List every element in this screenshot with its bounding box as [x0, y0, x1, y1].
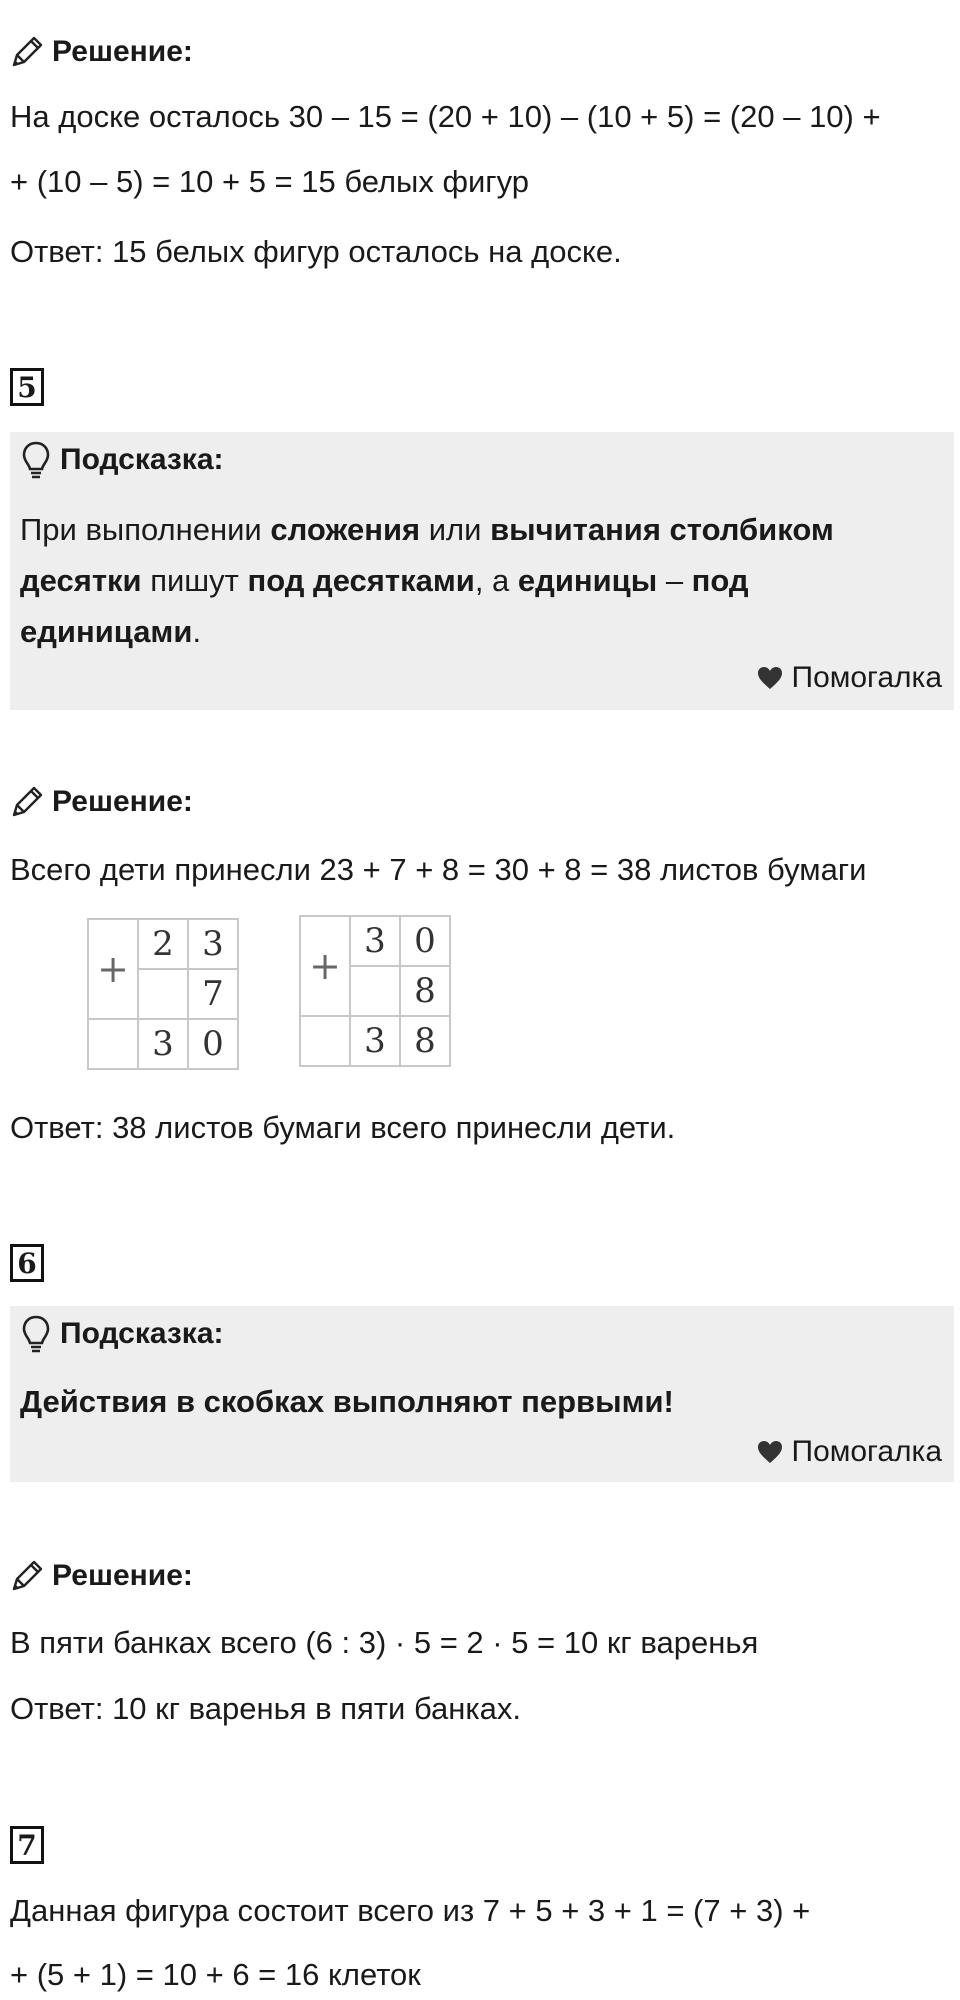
digit	[88, 1019, 138, 1069]
heart-icon	[756, 1439, 784, 1465]
digit: 0	[188, 1019, 238, 1069]
answer-text: Ответ: 38 листов бумаги всего принесли дети.	[10, 1110, 676, 1145]
plus-sign: +	[88, 919, 138, 1019]
digit	[138, 969, 188, 1019]
answer-text: Ответ: 15 белых фигур осталось на доске.	[10, 234, 622, 269]
pencil-icon	[10, 1559, 44, 1593]
digit: 3	[350, 1016, 400, 1066]
helper-link[interactable]: Помогалка	[756, 658, 943, 698]
answer-text: Ответ: 10 кг варенья в пяти банках.	[10, 1691, 521, 1726]
digit: 7	[188, 969, 238, 1019]
task-number: 6	[10, 1244, 44, 1282]
solution-heading: Решение:	[10, 32, 193, 72]
solution-line: + (10 – 5) = 10 + 5 = 15 белых фигур	[10, 164, 529, 199]
digit: 0	[400, 916, 450, 966]
solution-line: Всего дети принесли 23 + 7 + 8 = 30 + 8 = 38 листов бумаги	[10, 852, 867, 887]
task-number: 7	[10, 1826, 44, 1864]
hint-title: Подсказка:	[22, 1314, 224, 1354]
pencil-icon	[10, 785, 44, 819]
solution-heading: Решение:	[10, 782, 193, 822]
hint-text: Действия в скобках выполняют первыми!	[20, 1384, 674, 1419]
lightbulb-icon	[22, 441, 50, 479]
helper-link[interactable]: Помогалка	[756, 1432, 943, 1472]
plus-sign: +	[300, 916, 350, 1016]
heart-icon	[756, 665, 784, 691]
digit: 8	[400, 1016, 450, 1066]
lightbulb-icon	[22, 1315, 50, 1353]
digit	[350, 966, 400, 1016]
digit: 3	[138, 1019, 188, 1069]
solution-line: + (5 + 1) = 10 + 6 = 16 клеток	[10, 1957, 421, 1992]
digit: 3	[188, 919, 238, 969]
digit: 2	[138, 919, 188, 969]
digit: 8	[400, 966, 450, 1016]
column-addition-1	[87, 918, 239, 1070]
digit	[300, 1016, 350, 1066]
solution-line: Данная фигура состоит всего из 7 + 5 + 3 + 1 = (7 + 3) +	[10, 1893, 811, 1928]
solution-line: На доске осталось 30 – 15 = (20 + 10) – (10 + 5) = (20 – 10) +	[10, 99, 881, 134]
task-number: 5	[10, 368, 44, 406]
hint-box	[10, 432, 954, 710]
solution-line: В пяти банках всего (6 : 3) · 5 = 2 · 5 = 10 кг варенья	[10, 1625, 759, 1660]
column-addition-2	[299, 915, 451, 1067]
hint-title: Подсказка:	[22, 440, 224, 480]
hint-text: При выполнении сложения или вычитания столбиком десятки пишут под десятками, а единицы – под единицами.	[20, 512, 834, 649]
hint-box	[10, 1306, 954, 1482]
solution-heading: Решение:	[10, 1556, 193, 1596]
digit: 3	[350, 916, 400, 966]
pencil-icon	[10, 35, 44, 69]
